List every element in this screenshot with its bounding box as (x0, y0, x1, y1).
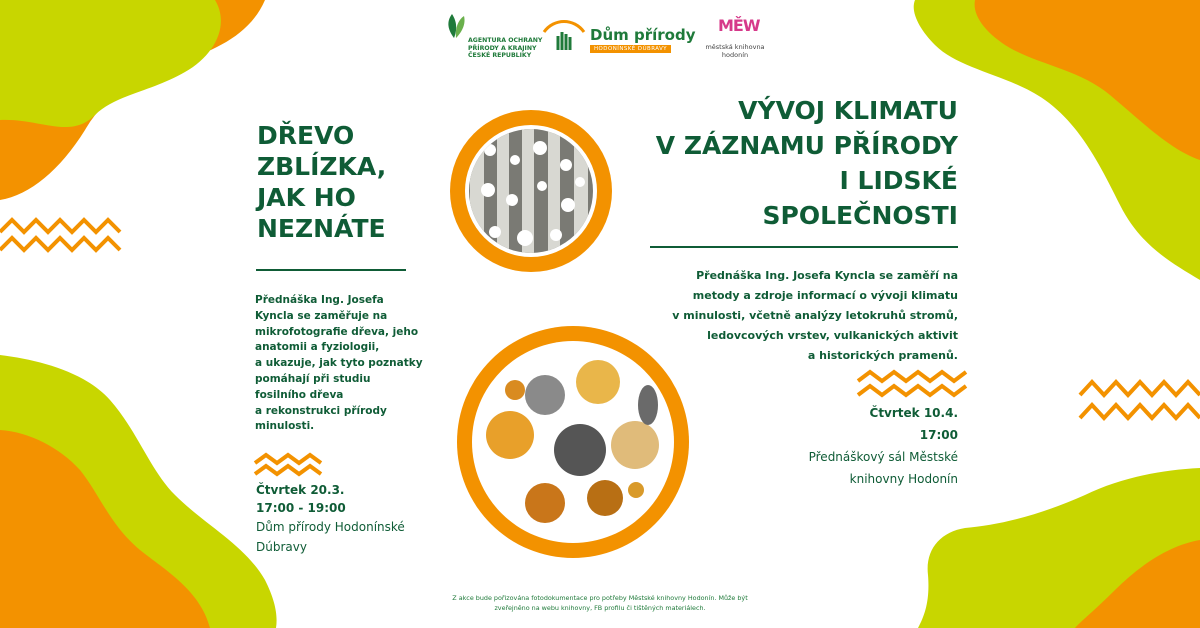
dum-prirody-logo (540, 14, 696, 59)
footnote-line: Z akce bude pořizována fotodokumentace pro potřeby Městské knihovny Hodonín. Může být (452, 594, 748, 602)
right-title-line: SPOLEČNOSTI (762, 201, 958, 230)
aopk-line-2: PŘÍRODY A KRAJINY (468, 44, 537, 52)
knihovna-line-2: hodonín (721, 51, 749, 59)
left-event-description (255, 293, 445, 435)
desc-line: v minulosti, včetně analýzy letokruhů stromů, (672, 309, 958, 322)
left-title-line: DŘEVO (257, 121, 355, 150)
footnote-line: zveřejněno na webu knihovny, FB profilu či tištěných materiálech. (494, 604, 706, 612)
right-event-description (640, 266, 958, 366)
aopk-line-1: AGENTURA OCHRANY (468, 37, 543, 44)
right-event-date: Čtvrtek 10.4. (869, 406, 958, 420)
left-event-date: Čtvrtek 20.3. (256, 483, 345, 497)
desc-line: a rekonstrukci přírody (255, 404, 387, 417)
left-event-title (257, 120, 457, 244)
desc-line: mikrofotografie dřeva, jeho (255, 325, 419, 338)
desc-line: fosilního dřeva (255, 388, 344, 401)
right-event-time: 17:00 (919, 428, 958, 442)
desc-line: Přednáška Ing. Josefa (255, 294, 384, 306)
zigzag-left-mid-1 (255, 455, 321, 463)
left-title-line: JAK HO (257, 183, 356, 212)
zigzag-left-mid-2 (255, 466, 321, 474)
left-event-place: Dům přírody Hodonínské (256, 520, 405, 534)
left-title-line: ZBLÍZKA, (257, 152, 387, 181)
knihovna-logo (700, 16, 770, 64)
left-divider (256, 269, 406, 271)
right-event-title (560, 93, 958, 233)
dum-prirody-title: Dům přírody (590, 26, 696, 44)
zigzag-right-bottom-2 (1080, 405, 1200, 418)
left-event-time: 17:00 - 19:00 (256, 501, 346, 515)
desc-line: metody a zdroje informací o vývoji klimatu (692, 289, 958, 302)
aopk-logo (440, 10, 543, 65)
zigzag-left-top-2 (0, 238, 120, 250)
zigzag-right-mid-1 (858, 372, 966, 381)
leaf-icon (440, 10, 470, 40)
blob-top-left-lime (0, 0, 221, 127)
desc-line: Přednáška Ing. Josefa Kyncla se zaměří na (696, 269, 958, 282)
zigzag-right-mid-2 (858, 386, 966, 395)
photo-disclaimer (410, 593, 790, 613)
desc-line: pomáhají při studiu (255, 372, 371, 385)
zigzag-left-top-1 (0, 220, 120, 232)
right-title-line: I LIDSKÉ (839, 166, 958, 195)
desc-line: a ukazuje, jak tyto poznatky (255, 357, 423, 370)
left-event-place: Dúbravy (256, 540, 307, 554)
desc-line: a historických pramenů. (807, 349, 958, 362)
tree-hands-icon (540, 14, 588, 54)
left-title-line: NEZNÁTE (257, 214, 386, 243)
knihovna-mark: MĚW (718, 16, 760, 35)
desc-line: ledovcových vrstev, vulkanických aktivit (707, 329, 958, 342)
desc-line: minulosti. (255, 420, 315, 433)
right-event-place: Přednáškový sál Městské (808, 450, 958, 464)
right-title-line: V ZÁZNAMU PŘÍRODY (655, 131, 958, 160)
desc-line: anatomii a fyziologii, (255, 341, 380, 354)
right-divider (650, 246, 958, 248)
right-event-info (758, 402, 958, 490)
aopk-line-3: ČESKÉ REPUBLIKY (468, 52, 532, 59)
knihovna-line-1: městská knihovna (705, 43, 765, 51)
dum-prirody-subtitle: HODONÍNSKÉ DÚBRAVY (590, 45, 671, 53)
right-event-place: knihovny Hodonín (849, 472, 958, 486)
right-title-line: VÝVOJ KLIMATU (738, 96, 958, 125)
left-event-info (256, 481, 456, 557)
desc-line: Kyncla se zaměřuje na (255, 309, 388, 322)
zigzag-right-bottom-1 (1080, 382, 1200, 395)
